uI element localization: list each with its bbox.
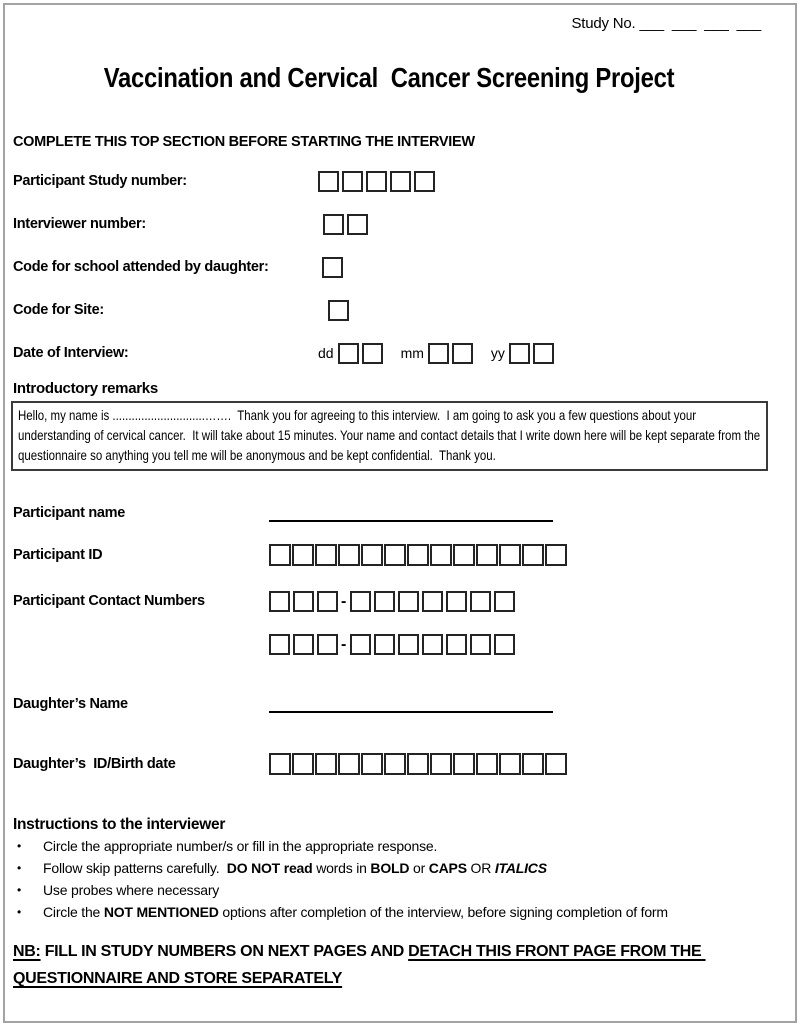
intro-remarks-text: Hello, my name is .............................……. Thank you for agreeing to this interview. I am going to ask you a few questions about your understanding of cervical cancer. It will take about 15 minutes. Your name and contact details that I write down here will be kept separate from the questionnaire so anything you tell me will be anonymous and be kept confidential. Thank you. [18, 407, 764, 463]
daughter-id-label: Daughter’s ID/Birth date [13, 756, 176, 772]
yy-label: yy [490, 345, 505, 361]
checkbox[interactable] [476, 753, 498, 775]
participant-name-row [13, 501, 765, 525]
participant-contact-row-1 [13, 589, 765, 613]
checkbox[interactable] [384, 753, 406, 775]
mm-boxes [428, 343, 476, 364]
instruction-text-4: Circle the NOT MENTIONED options after completion of the interview, before signing completion of form [43, 904, 668, 920]
checkbox[interactable] [347, 214, 368, 235]
checkbox[interactable] [446, 591, 467, 612]
checkbox[interactable] [328, 300, 349, 321]
yy-boxes [509, 343, 557, 364]
checkbox[interactable] [338, 753, 360, 775]
checkbox[interactable] [293, 634, 314, 655]
checkbox[interactable] [453, 544, 475, 566]
instruction-text-2: Follow skip patterns carefully. DO NOT read words in BOLD or CAPS OR ITALICS [43, 860, 547, 876]
participant-study-number-boxes [318, 171, 438, 192]
checkbox[interactable] [398, 634, 419, 655]
checkbox[interactable] [430, 544, 452, 566]
instruction-bullet-2 [13, 858, 765, 878]
checkbox[interactable] [430, 753, 452, 775]
checkbox[interactable] [533, 343, 554, 364]
checkbox[interactable] [315, 753, 337, 775]
bullet-icon: • [17, 861, 22, 875]
checkbox[interactable] [338, 544, 360, 566]
checkbox[interactable] [414, 171, 435, 192]
checkbox[interactable] [342, 171, 363, 192]
form-page [3, 3, 797, 1023]
checkbox[interactable] [293, 591, 314, 612]
checkbox[interactable] [545, 544, 567, 566]
checkbox[interactable] [522, 753, 544, 775]
participant-study-number-label: Participant Study number: [13, 173, 187, 189]
checkbox[interactable] [366, 171, 387, 192]
participant-id-label: Participant ID [13, 547, 103, 563]
checkbox[interactable] [269, 591, 290, 612]
dd-label: dd [318, 345, 334, 361]
daughter-id-boxes [269, 753, 568, 775]
checkbox[interactable] [428, 343, 449, 364]
checkbox[interactable] [350, 591, 371, 612]
checkbox[interactable] [361, 753, 383, 775]
daughter-id-row [13, 752, 765, 776]
participant-contact-row-2 [13, 632, 765, 656]
interviewer-number-row [13, 212, 765, 236]
contact-suffix-boxes-2 [350, 634, 518, 655]
checkbox[interactable] [522, 544, 544, 566]
participant-study-number-row [13, 169, 765, 193]
checkbox[interactable] [361, 544, 383, 566]
checkbox[interactable] [470, 591, 491, 612]
instruction-bullet-4 [13, 902, 765, 922]
study-number-blank: Study No. ___ ___ ___ ___ [571, 15, 761, 32]
checkbox[interactable] [374, 591, 395, 612]
contact-dash-2: - [341, 635, 347, 653]
checkbox[interactable] [476, 544, 498, 566]
checkbox[interactable] [509, 343, 530, 364]
contact-dash-1: - [341, 592, 347, 610]
checkbox[interactable] [362, 343, 383, 364]
form-title: Vaccination and Cervical Cancer Screening Project [103, 62, 675, 93]
nb-footer-note [13, 938, 783, 992]
date-of-interview-label: Date of Interview: [13, 345, 129, 361]
checkbox[interactable] [422, 591, 443, 612]
checkbox[interactable] [322, 257, 343, 278]
checkbox[interactable] [390, 171, 411, 192]
checkbox[interactable] [407, 544, 429, 566]
nb-text-1: FILL IN STUDY NUMBERS ON NEXT PAGES AND [40, 943, 409, 960]
checkbox[interactable] [338, 343, 359, 364]
instruction-text-3: Use probes where necessary [43, 882, 220, 898]
checkbox[interactable] [315, 544, 337, 566]
contact-suffix-boxes-1 [350, 591, 518, 612]
intro-remarks-box [11, 401, 768, 471]
checkbox[interactable] [494, 591, 515, 612]
interviewer-number-label: Interviewer number: [13, 216, 146, 232]
checkbox[interactable] [499, 753, 521, 775]
checkbox[interactable] [545, 753, 567, 775]
site-code-row [13, 298, 765, 322]
checkbox[interactable] [269, 753, 291, 775]
checkbox[interactable] [318, 171, 339, 192]
checkbox[interactable] [422, 634, 443, 655]
participant-name-line[interactable] [269, 504, 553, 522]
instruction-text-1: Circle the appropriate number/s or fill in the appropriate response. [43, 838, 438, 854]
checkbox[interactable] [292, 544, 314, 566]
checkbox[interactable] [269, 544, 291, 566]
checkbox[interactable] [317, 634, 338, 655]
daughter-name-row [13, 692, 765, 716]
participant-id-row [13, 543, 765, 567]
participant-contact-label: Participant Contact Numbers [13, 593, 205, 609]
intro-remarks-heading: Introductory remarks [13, 380, 158, 397]
top-section-header: COMPLETE THIS TOP SECTION BEFORE STARTING THE INTERVIEW [13, 134, 475, 150]
checkbox[interactable] [494, 634, 515, 655]
checkbox[interactable] [446, 634, 467, 655]
bullet-icon: • [17, 883, 22, 897]
interviewer-number-boxes [323, 214, 371, 235]
school-code-label: Code for school attended by daughter: [13, 259, 269, 275]
instruction-bullet-1 [13, 836, 765, 856]
school-code-boxes [322, 257, 346, 278]
mm-label: mm [400, 345, 424, 361]
bullet-icon: • [17, 839, 22, 853]
checkbox[interactable] [453, 753, 475, 775]
nb-text-2: DETACH THIS FRONT PAGE FROM THE QUESTIONNAIRE AND STORE SEPARATELY [13, 943, 706, 987]
contact-prefix-boxes-2 [269, 634, 341, 655]
checkbox[interactable] [269, 634, 290, 655]
daughter-name-line[interactable] [269, 695, 553, 713]
checkbox[interactable] [398, 591, 419, 612]
dd-boxes [338, 343, 386, 364]
daughter-name-label: Daughter’s Name [13, 696, 128, 712]
nb-label: NB: [13, 943, 41, 960]
checkbox[interactable] [317, 591, 338, 612]
checkbox[interactable] [452, 343, 473, 364]
checkbox[interactable] [407, 753, 429, 775]
site-code-label: Code for Site: [13, 302, 104, 318]
participant-id-boxes [269, 544, 568, 566]
checkbox[interactable] [384, 544, 406, 566]
contact-prefix-boxes-1 [269, 591, 341, 612]
checkbox[interactable] [323, 214, 344, 235]
checkbox[interactable] [350, 634, 371, 655]
site-code-boxes [328, 300, 352, 321]
school-code-row [13, 255, 765, 279]
checkbox[interactable] [470, 634, 491, 655]
participant-name-label: Participant name [13, 505, 126, 521]
instruction-bullet-3 [13, 880, 765, 900]
date-of-interview-row [13, 341, 765, 365]
checkbox[interactable] [374, 634, 395, 655]
checkbox[interactable] [499, 544, 521, 566]
checkbox[interactable] [292, 753, 314, 775]
instructions-heading: Instructions to the interviewer [13, 816, 226, 833]
bullet-icon: • [17, 905, 22, 919]
